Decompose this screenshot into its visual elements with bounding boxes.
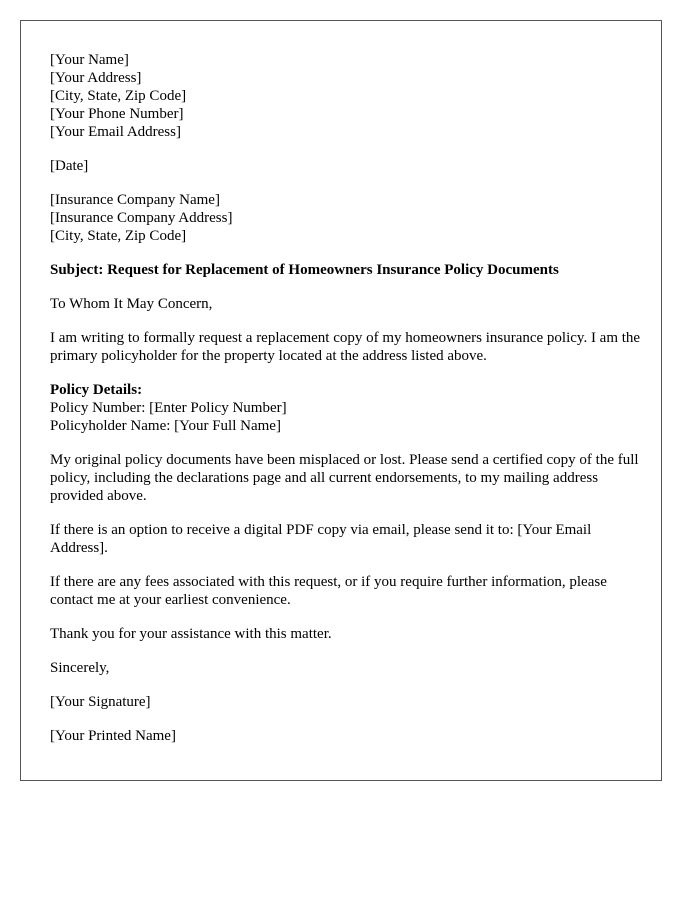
sender-phone: [Your Phone Number] bbox=[50, 106, 184, 122]
sender-email: [Your Email Address] bbox=[50, 124, 181, 140]
recipient-company-name: [Insurance Company Name] bbox=[50, 192, 220, 208]
recipient-city-state-zip: [City, State, Zip Code] bbox=[50, 228, 187, 244]
paragraph-thanks: Thank you for your assistance with this matter. bbox=[50, 626, 332, 642]
recipient-block bbox=[50, 191, 650, 245]
sender-address: [Your Address] bbox=[50, 70, 142, 86]
letter-content bbox=[50, 51, 650, 761]
sender-name: [Your Name] bbox=[50, 52, 129, 68]
sender-block bbox=[50, 51, 650, 141]
letter-page bbox=[20, 20, 662, 781]
signature: [Your Signature] bbox=[50, 694, 151, 710]
printed-name: [Your Printed Name] bbox=[50, 728, 176, 744]
letter-date: [Date] bbox=[50, 158, 89, 174]
closing: Sincerely, bbox=[50, 660, 110, 676]
salutation: To Whom It May Concern, bbox=[50, 296, 213, 312]
paragraph-request: I am writing to formally request a replacement copy of my homeowners insurance policy. I am the primary policyholder for the property located at the address listed above. bbox=[50, 330, 641, 364]
paragraph-fees: If there are any fees associated with this request, or if you require further information, please contact me at your earliest convenience. bbox=[50, 574, 607, 608]
recipient-company-address: [Insurance Company Address] bbox=[50, 210, 233, 226]
sender-city-state-zip: [City, State, Zip Code] bbox=[50, 88, 187, 104]
policy-number: Policy Number: [Enter Policy Number] bbox=[50, 400, 287, 416]
paragraph-lost-documents: My original policy documents have been misplaced or lost. Please send a certified copy of the full policy, including the declarations page and all current endorsements, to my mailing address provided above. bbox=[50, 452, 639, 504]
policyholder-name: Policyholder Name: [Your Full Name] bbox=[50, 418, 281, 434]
policy-details-block bbox=[50, 381, 650, 435]
policy-details-heading: Policy Details: bbox=[50, 382, 143, 398]
paragraph-digital-copy: If there is an option to receive a digital PDF copy via email, please send it to: [Your Email Address]. bbox=[50, 522, 592, 556]
date-block bbox=[50, 157, 650, 175]
subject-line: Subject: Request for Replacement of Homeowners Insurance Policy Documents bbox=[50, 262, 559, 278]
